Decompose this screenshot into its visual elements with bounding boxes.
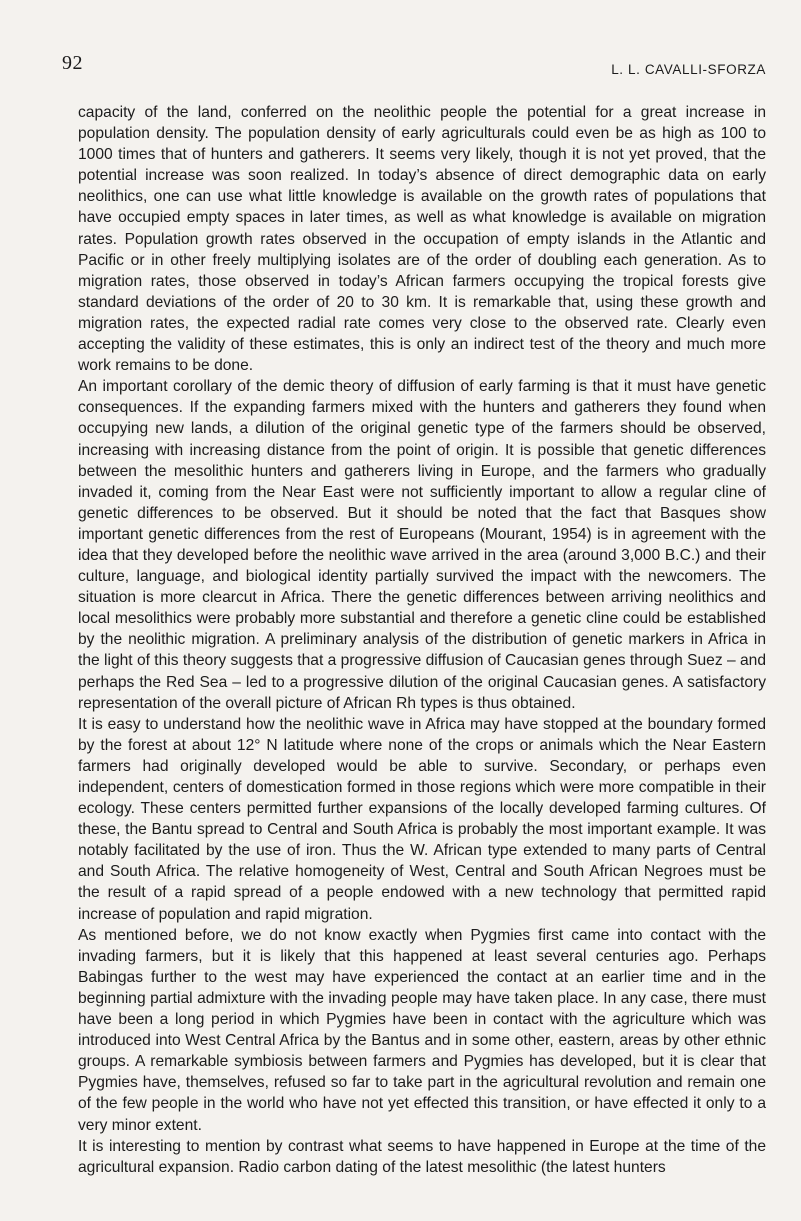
document-page (62, 52, 767, 1178)
paragraph-2: An important corollary of the demic theory of diffusion of early farming is that it must have genetic consequences. If the expanding farmers mixed with the hunters and gatherers they found when occupying new lands, a dilution of the original genetic type of the farmers should be observed, increasing with increasing distance from the point of origin. It is possible that genetic differences between the mesolithic hunters and gatherers living in Europe, and the farmers who gradually invaded it, coming from the Near East were not sufficiently important to allow a regular cline of genetic differences to be observed. But it should be noted that the fact that Basques show important genetic differences from the rest of Europeans (Mourant, 1954) is in agreement with the idea that they developed before the neolithic wave arrived in the area (around 3,000 B.C.) and their culture, language, and biological identity partially survived the impact with the newcomers. The situation is more clearcut in Africa. There the genetic differences between arriving neolithics and local mesolithics were probably more substantial and therefore a genetic cline could be established by the neolithic migration. A preliminary analysis of the distribution of genetic markers in Africa in the light of this theory suggests that a progressive diffusion of Caucasian genes through Suez – and perhaps the Red Sea – led to a progressive dilution of the original Caucasian genes. A satisfactory representation of the overall picture of African Rh types is thus obtained. (78, 378, 767, 712)
paragraph-3: It is easy to understand how the neolithic wave in Africa may have stopped at the boundary formed by the forest at about 12° N latitude where none of the crops or animals which the Near Eastern farmers had originally developed would be able to survive. Secondary, or perhaps even independent, centers of domestication formed in those regions which were more compatible in their ecology. These centers permitted further expansions of the locally developed farming cultures. Of these, the Bantu spread to Central and South Africa is probably the most important example. It was notably facilitated by the use of iron. Thus the W. African type extended to many parts of Central and South Africa. The relative homogeneity of West, Central and South African Negroes must be the result of a rapid spread of a people endowed with a new technology that permitted rapid increase of population and rapid migration. (78, 715, 766, 923)
paragraph-4: As mentioned before, we do not know exactly when Pygmies first came into contact with the invading farmers, but it is likely that this happened at least several centuries ago. Perhaps Babingas further to the west may have experienced the contact at an earlier time and in the beginning partial admixture with the invading people may have taken place. In any case, there must have been a long period in which Pygmies have been in contact with the agriculture which was introduced into West Central Africa by the Bantus and in some other, eastern, areas by other ethnic groups. A remarkable symbiosis between farmers and Pygmies has developed, but it is clear that Pygmies have, themselves, refused so far to take part in the agricultural revolution and remain one of the few people in the world who have not yet effected this transition, or have effected it only to a very minor extent. (78, 926, 766, 1134)
running-head: L. L. CAVALLI-SFORZA (611, 62, 766, 77)
page-header (62, 52, 766, 92)
body-text (78, 102, 766, 1178)
paragraph-5: It is interesting to mention by contrast what seems to have happened in Europe at the time of the agricultural expansion. Radio carbon dating of the latest mesolithic (the latest hunters (78, 1137, 766, 1176)
page-number: 92 (62, 52, 83, 74)
paragraph-1: capacity of the land, conferred on the neolithic people the potential for a great increase in population density. The population density of early agriculturals could even be as high as 100 to 1000 times that of hunters and gatherers. It seems very likely, though it is not yet proved, that the potential increase was soon realized. In today’s absence of direct demographic data on early neolithics, one can use what little knowledge is available on the growth rates of populations that have occupied empty spaces in later times, as well as what knowledge is available on migration rates. Population growth rates observed in the occupation of empty islands in the Atlantic and Pacific or in other freely multiplying isolates are of the order of doubling each generation. As to migration rates, those observed in today’s African farmers occupying the tropical forests give standard deviations of the order of 20 to 30 km. It is remarkable that, using these growth and migration rates, the expected radial rate comes very close to the observed rate. Clearly even accepting the validity of these estimates, this is only an indirect test of the theory and much more work remains to be done. (78, 104, 766, 375)
